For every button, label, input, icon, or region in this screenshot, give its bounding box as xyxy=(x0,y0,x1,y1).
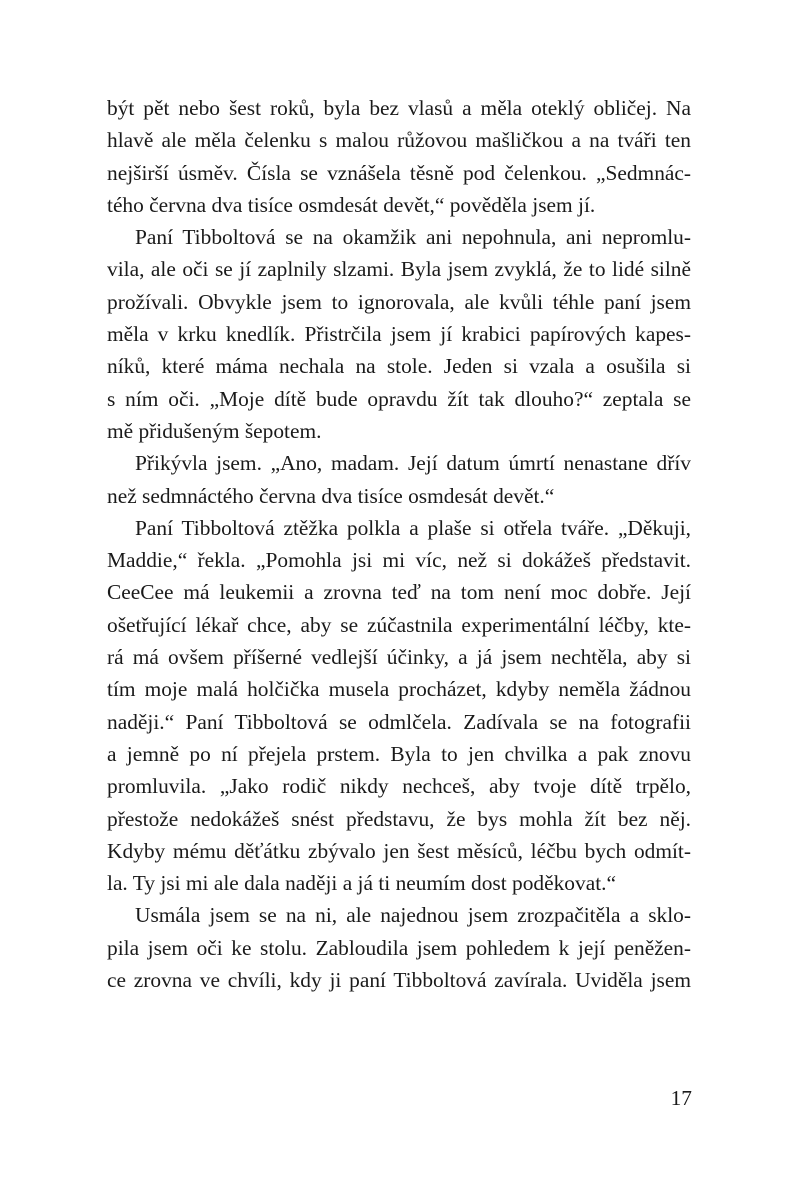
text-line: ce zrovna ve chvíli, kdy ji paní Tibboltová zavírala. Uviděla jsem xyxy=(107,968,691,993)
paragraph xyxy=(107,899,691,996)
text-line: být pět nebo šest roků, byla bez vlasů a měla oteklý obličej. Na xyxy=(107,96,691,120)
text-line: Přikývla jsem. „Ano, madam. Její datum úmrtí nenastane dřív xyxy=(135,451,691,476)
text-line: Paní Tibboltová ztěžka polkla a plaše si otřela tváře. „Děkuji, xyxy=(135,515,691,540)
text-line: naději.“ Paní Tibboltová se odmlčela. Zadívala se na fotografii xyxy=(107,709,691,734)
text-line: Kdyby mému děťátku zbývalo jen šest měsíců, léčbu bych odmít- xyxy=(107,838,691,863)
text-line: měla v krku knedlík. Přistrčila jsem jí krabici papírových kapes- xyxy=(107,322,691,347)
text-line: la. Ty jsi mi ale dala naději a já ti neumím dost poděkovat.“ xyxy=(107,871,616,896)
paragraph xyxy=(107,221,691,447)
paragraph xyxy=(107,92,691,221)
body-text xyxy=(107,92,691,996)
text-line: mě přidušeným šepotem. xyxy=(107,418,322,443)
text-line: pila jsem oči ke stolu. Zabloudila jsem pohledem k její peněžen- xyxy=(107,935,691,960)
text-line: s ním oči. „Moje dítě bude opravdu žít tak dlouho?“ zeptala se xyxy=(107,386,691,411)
paragraph xyxy=(107,447,691,512)
text-line: Maddie,“ řekla. „Pomohla jsi mi víc, než si dokážeš představit. xyxy=(107,548,691,573)
page-number: 17 xyxy=(670,1086,692,1110)
text-line: CeeCee má leukemii a zrovna teď na tom není moc dobře. Její xyxy=(107,580,691,605)
text-line: hlavě ale měla čelenku s malou růžovou mašličkou a na tváři ten xyxy=(107,128,691,153)
text-line: přestože nedokážeš snést představu, že bys mohla žít bez něj. xyxy=(107,806,691,831)
text-line: Paní Tibboltová se na okamžik ani nepohnula, ani nepromlu- xyxy=(135,225,691,250)
text-line: ošetřující lékař chce, aby se zúčastnila experimentální léčby, kte- xyxy=(107,612,691,637)
text-line: rá má ovšem příšerné vedlejší účinky, a já jsem nechtěla, aby si xyxy=(107,645,691,670)
text-line: Usmála jsem se na ni, ale najednou jsem zrozpačitěla a sklo- xyxy=(135,903,691,928)
text-line: prožívali. Obvykle jsem to ignorovala, ale kvůli téhle paní jsem xyxy=(107,289,691,314)
text-line: než sedmnáctého června dva tisíce osmdesát devět.“ xyxy=(107,483,555,508)
text-line: promluvila. „Jako rodič nikdy nechceš, aby tvoje dítě trpělo, xyxy=(107,774,691,799)
text-line: nejširší úsměv. Čísla se vznášela těsně pod čelenkou. „Sedmnác- xyxy=(107,160,691,185)
text-line: níků, které máma nechala na stole. Jeden si vzala a osušila si xyxy=(107,354,691,379)
text-line: vila, ale oči se jí zaplnily slzami. Byla jsem zvyklá, že to lidé silně xyxy=(107,257,691,282)
paragraph xyxy=(107,512,691,900)
text-line: a jemně po ní přejela prstem. Byla to jen chvilka a pak znovu xyxy=(107,741,691,766)
text-line: tého června dva tisíce osmdesát devět,“ pověděla jsem jí. xyxy=(107,192,596,217)
text-line: tím moje malá holčička musela procházet, kdyby neměla žádnou xyxy=(107,677,691,702)
